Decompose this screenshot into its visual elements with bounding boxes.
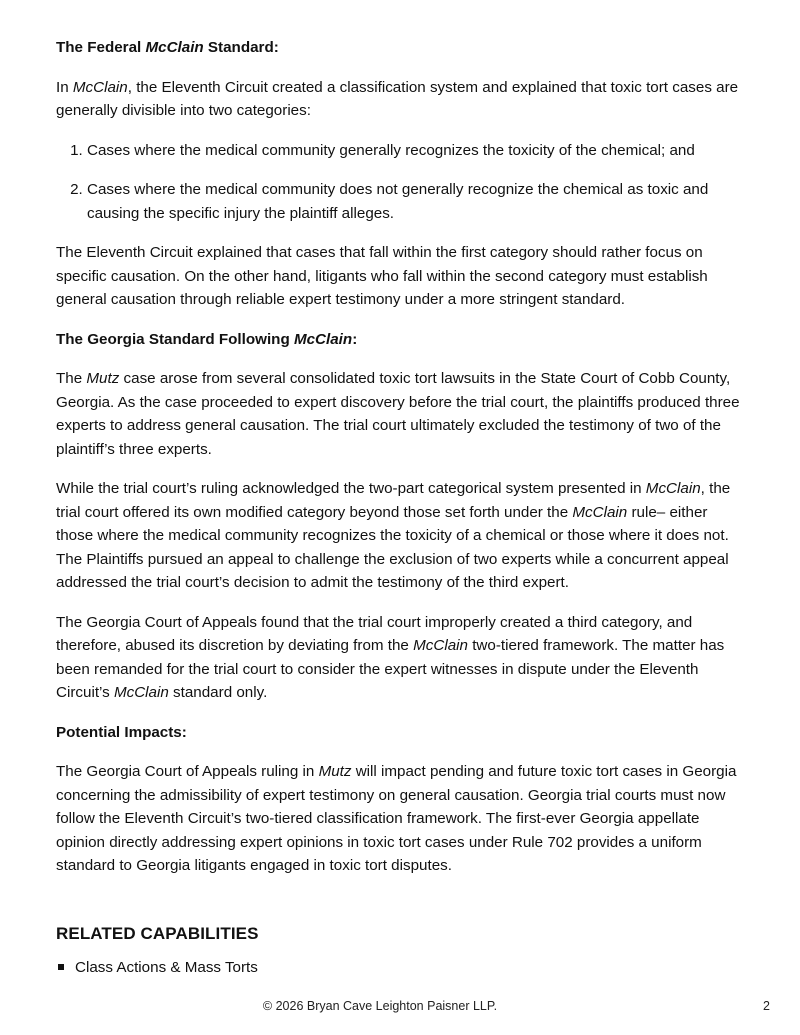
page-number: 2 [763, 999, 770, 1013]
article-body [56, 36, 746, 894]
impacts-paragraph: The Georgia Court of Appeals ruling in Mutz will impact pending and future toxic tort cases in Georgia concerning the admissibility of expert testimony on general causation. Georgia trial courts must now follow the Eleventh Circuit’s two-tiered classification framework. The first-ever Georgia appellate opinion directly addressing expert opinions in toxic tort cases under Rule 702 provides a uniform standard to Georgia litigants engaged in toxic tort disputes. [56, 763, 737, 874]
federal-standard-heading: The Federal McClain Standard: [56, 39, 279, 56]
list-item: 2. Cases where the medical community does not generally recognize the chemical as toxic and causing the specific injury the plaintiff alleges. [87, 178, 746, 225]
footer-copyright: © 2026 Bryan Cave Leighton Paisner LLP. [262, 999, 498, 1013]
capability-item[interactable] [56, 956, 258, 979]
capability-label: Class Actions & Mass Torts [75, 959, 258, 976]
georgia-paragraph-2: While the trial court’s ruling acknowledged the two-part categorical system presented in McClain, the trial court offered its own modified category beyond those set forth under the McClain rule– either those where the medical community recognizes the toxicity of a chemical or those where it does not. The Plaintiffs pursued an appeal to challenge the exclusion of two experts while a concurrent appeal addressed the trial court’s decision to admit the testimony of the third expert. [56, 480, 731, 591]
georgia-standard-heading: The Georgia Standard Following McClain: [56, 330, 358, 348]
georgia-paragraph-3: The Georgia Court of Appeals found that the trial court improperly created a third category, and therefore, abused its discretion by deviating from the McClain two-tiered framework. The matter has been remanded for the trial court to consider the expert witnesses in dispute under the Eleventh Circuit’s McClain standard only. [56, 613, 725, 701]
bullet-icon [58, 964, 64, 970]
related-capabilities-list [56, 956, 258, 979]
categories-list [56, 139, 746, 226]
georgia-paragraph-1: The Mutz case arose from several consolidated toxic tort lawsuits in the State Court of Cobb County, Georgia. As the case proceeded to expert discovery before the trial court, the plaintiffs produced three experts to address general causation. The trial court ultimately excluded the testimony of two of the plaintiff’s three experts. [56, 370, 740, 458]
list-item: 1. Cases where the medical community generally recognizes the toxicity of the chemical; and [87, 139, 746, 163]
federal-explain-paragraph: The Eleventh Circuit explained that cases that fall within the first category should rather focus on specific causation. On the other hand, litigants who fall within the second category must establish general causation through reliable expert testimony under a more stringent standard. [56, 244, 708, 308]
potential-impacts-heading: Potential Impacts: [56, 723, 187, 741]
federal-intro-paragraph: In McClain, the Eleventh Circuit created a classification system and explained that toxic tort cases are generally divisible into two categories: [56, 78, 739, 119]
related-capabilities-heading: RELATED CAPABILITIES [56, 924, 259, 943]
